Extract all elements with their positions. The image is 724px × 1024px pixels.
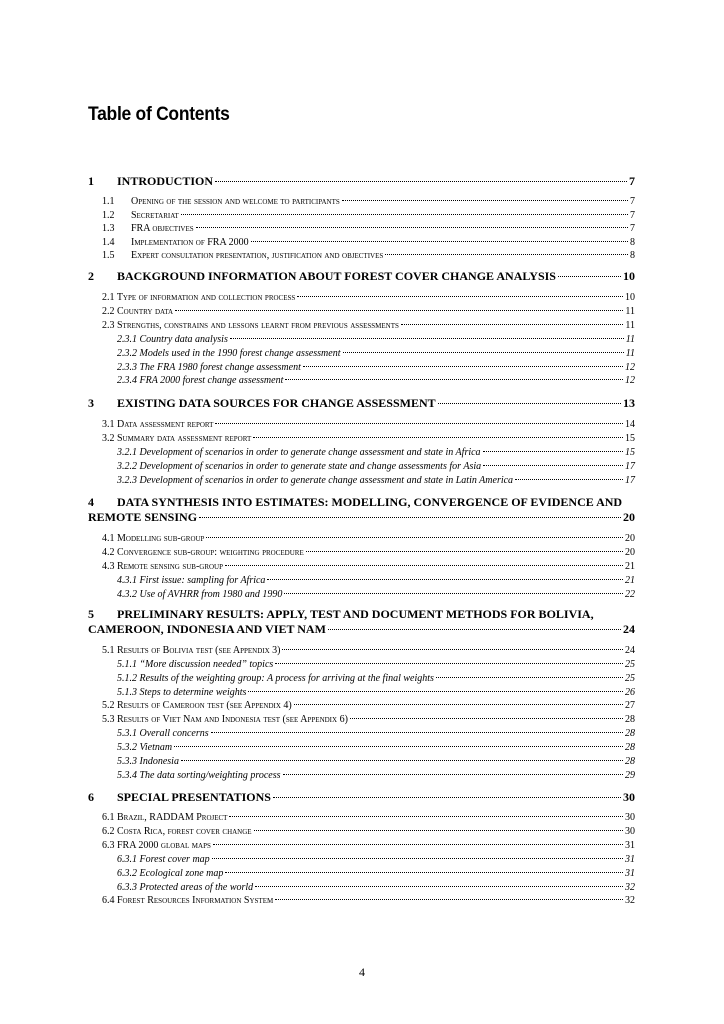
toc-entry-page: 12 xyxy=(625,362,635,373)
toc-entry-page: 7 xyxy=(629,174,635,188)
toc-entry[interactable] xyxy=(88,250,635,261)
toc-entry[interactable] xyxy=(88,210,635,221)
toc-entry-page: 28 xyxy=(625,714,635,725)
toc-entry-page: 26 xyxy=(625,687,635,698)
dot-leader xyxy=(284,593,623,594)
toc-entry-page: 28 xyxy=(625,756,635,767)
toc-entry-page: 8 xyxy=(630,237,635,248)
toc-entry-title: SPECIAL PRESENTATIONS xyxy=(117,790,271,804)
toc-entry-title: 5.2 Results of Cameroon test (see Appendix 4) xyxy=(102,700,292,711)
dot-leader xyxy=(342,200,628,201)
toc-entry-page: 11 xyxy=(625,348,635,359)
toc-entry-title: 2.3.3 The FRA 1980 forest change assessment xyxy=(117,362,301,373)
toc-entry[interactable] xyxy=(88,607,635,637)
dot-leader xyxy=(303,366,623,367)
toc-entry[interactable] xyxy=(88,659,635,670)
toc-entry-title: 2.3.2 Models used in the 1990 forest change assessment xyxy=(117,348,341,359)
dot-leader xyxy=(558,276,621,277)
toc-entry[interactable] xyxy=(88,533,635,544)
toc-entry-title: 4.2 Convergence sub-group: weighting procedure xyxy=(102,547,304,558)
toc-entry-page: 7 xyxy=(630,223,635,234)
toc-entry-number: 2 xyxy=(88,269,94,283)
dot-leader xyxy=(275,899,623,900)
toc-entry-page: 30 xyxy=(625,826,635,837)
toc-entry-page: 13 xyxy=(623,396,635,410)
dot-leader xyxy=(285,379,623,380)
toc-entry-page: 28 xyxy=(625,728,635,739)
toc-entry[interactable] xyxy=(88,196,635,207)
toc-entry-page: 20 xyxy=(625,547,635,558)
dot-leader xyxy=(213,844,623,845)
dot-leader xyxy=(196,227,628,228)
dot-leader xyxy=(254,830,623,831)
toc-entry-title: 5.1.2 Results of the weighting group: A process for arriving at the final weights xyxy=(117,673,434,684)
toc-entry-page: 20 xyxy=(625,533,635,544)
toc-entry[interactable] xyxy=(88,714,635,725)
toc-entry[interactable] xyxy=(88,770,635,781)
dot-leader xyxy=(401,324,623,325)
toc-entry-page: 21 xyxy=(625,575,635,586)
toc-entry-number: 6 xyxy=(88,790,94,804)
dot-leader xyxy=(175,310,623,311)
toc-entry-title-continued: REMOTE SENSING xyxy=(88,510,198,524)
toc-entry[interactable] xyxy=(88,895,635,906)
toc-entry[interactable] xyxy=(88,756,635,767)
toc-entry[interactable] xyxy=(88,700,635,711)
dot-leader xyxy=(174,746,623,747)
dot-leader xyxy=(282,649,623,650)
toc-entry[interactable] xyxy=(88,575,635,586)
toc-entry-title: 5.1 Results of Bolivia test (see Appendix 3) xyxy=(102,645,281,656)
toc-entry-page: 20 xyxy=(623,510,635,524)
toc-entry-page: 11 xyxy=(625,334,635,345)
dot-leader xyxy=(385,254,628,255)
toc-entry-number: 1.5 xyxy=(102,250,115,261)
dot-leader xyxy=(306,551,623,552)
toc-entry-title: 2.3.1 Country data analysis xyxy=(117,334,228,345)
toc-entry-number: 1 xyxy=(88,174,94,188)
dot-leader xyxy=(297,296,623,297)
dot-leader xyxy=(225,565,623,566)
toc-entry-title: 6.4 Forest Resources Information System xyxy=(102,895,274,906)
toc-entry[interactable] xyxy=(88,882,635,893)
toc-entry[interactable] xyxy=(88,790,635,805)
toc-entry-number: 4 xyxy=(88,495,94,509)
dot-leader xyxy=(229,816,623,817)
dot-leader xyxy=(436,677,623,678)
dot-leader xyxy=(225,872,623,873)
toc-entry[interactable] xyxy=(88,589,635,600)
toc-entry-page: 25 xyxy=(625,659,635,670)
dot-leader xyxy=(328,629,621,630)
toc-entry-title: 2.3.4 FRA 2000 forest change assessment xyxy=(117,375,284,386)
toc-entry-title: 4.3.2 Use of AVHRR from 1980 and 1990 xyxy=(117,589,283,600)
dot-leader xyxy=(253,437,623,438)
toc-entry-title: 5.3.3 Indonesia xyxy=(117,756,179,767)
toc-entry-page: 24 xyxy=(623,622,635,636)
dot-leader xyxy=(230,338,624,339)
dot-leader xyxy=(283,774,623,775)
toc-entry-page: 22 xyxy=(625,589,635,600)
toc-entry-title: 4.1 Modelling sub-group xyxy=(102,533,205,544)
toc-entry-number: 1.1 xyxy=(102,196,115,207)
toc-entry-page: 28 xyxy=(625,742,635,753)
toc-entry[interactable] xyxy=(88,334,635,345)
toc-entry[interactable] xyxy=(88,461,635,472)
dot-leader xyxy=(275,663,623,664)
toc-entry-page: 25 xyxy=(625,673,635,684)
dot-leader xyxy=(255,886,623,887)
toc-entry-title: BACKGROUND INFORMATION ABOUT FOREST COVER CHANGE ANALYSIS xyxy=(117,269,556,283)
toc-entry-page: 32 xyxy=(625,895,635,906)
toc-entry-page: 17 xyxy=(625,475,635,486)
toc-entry-title: Secretariat xyxy=(131,210,179,221)
toc-entry[interactable] xyxy=(88,362,635,373)
toc-entry-page: 15 xyxy=(625,447,635,458)
toc-entry-page: 10 xyxy=(625,292,635,303)
toc-entry[interactable] xyxy=(88,812,635,823)
toc-entry-page: 29 xyxy=(625,770,635,781)
page-number: 4 xyxy=(359,965,365,979)
toc-entry-title: FRA objectives xyxy=(131,223,194,234)
toc-entry[interactable] xyxy=(88,840,635,851)
toc-entry[interactable] xyxy=(88,237,635,248)
dot-leader xyxy=(181,214,628,215)
toc-entry-number: 3 xyxy=(88,396,94,410)
toc-entry-page: 24 xyxy=(625,645,635,656)
toc-entry[interactable] xyxy=(88,320,635,331)
toc-entry-title: 3.1 Data assessment report xyxy=(102,419,214,430)
toc-entry-number: 5 xyxy=(88,607,94,621)
toc-entry-title: PRELIMINARY RESULTS: APPLY, TEST AND DOCUMENT METHODS FOR BOLIVIA, xyxy=(117,607,594,621)
toc-entry[interactable] xyxy=(88,561,635,572)
toc-entry-number: 1.4 xyxy=(102,237,115,248)
toc-entry-title: 5.1.1 “More discussion needed” topics xyxy=(117,659,274,670)
toc-entry-title: 6.2 Costa Rica, forest cover change xyxy=(102,826,252,837)
toc-entry-page: 30 xyxy=(625,812,635,823)
dot-leader xyxy=(199,517,621,518)
dot-leader xyxy=(206,537,623,538)
toc-entry-title: INTRODUCTION xyxy=(117,174,214,188)
toc-entry-page: 14 xyxy=(625,419,635,430)
dot-leader xyxy=(181,760,623,761)
toc-entry-page: 30 xyxy=(623,790,635,804)
toc-entry[interactable] xyxy=(88,223,635,234)
toc-entry[interactable] xyxy=(88,419,635,430)
toc-entry[interactable] xyxy=(88,826,635,837)
toc-entry[interactable] xyxy=(88,868,635,879)
toc-entry-title: 5.3.2 Vietnam xyxy=(117,742,173,753)
toc-entry-title: 4.3.1 First issue: sampling for Africa xyxy=(117,575,266,586)
toc-entry-title: Expert consultation presentation, justification and objectives xyxy=(131,250,384,261)
toc-entry-title: 5.3.1 Overall concerns xyxy=(117,728,209,739)
toc-entry-title: 5.1.3 Steps to determine weights xyxy=(117,687,247,698)
dot-leader xyxy=(211,732,623,733)
toc-entry-page: 31 xyxy=(625,854,635,865)
toc-entry-page: 12 xyxy=(625,375,635,386)
toc-entry-page: 31 xyxy=(625,868,635,879)
toc-entry[interactable] xyxy=(88,673,635,684)
toc-entry-page: 10 xyxy=(623,269,635,283)
dot-leader xyxy=(438,403,621,404)
toc-entry-title: 6.3.2 Ecological zone map xyxy=(117,868,224,879)
toc-entry-title: 3.2.1 Development of scenarios in order to generate change assessment and state in Africa xyxy=(117,447,481,458)
toc-entry-title: 3.2.3 Development of scenarios in order to generate change assessment and state in Latin America xyxy=(117,475,514,486)
toc-entry[interactable] xyxy=(88,306,635,317)
toc-entry[interactable] xyxy=(88,269,635,284)
toc-entry-title: EXISTING DATA SOURCES FOR CHANGE ASSESSMENT xyxy=(117,396,436,410)
dot-leader xyxy=(215,181,627,182)
toc-entry[interactable] xyxy=(88,495,635,525)
toc-entry[interactable] xyxy=(88,645,635,656)
toc-entry-title: 6.1 Brazil, RADDAM Project xyxy=(102,812,228,823)
toc-entry-title: 5.3 Results of Viet Nam and Indonesia test (see Appendix 6) xyxy=(102,714,348,725)
page-title: Table of Contents xyxy=(88,104,230,125)
dot-leader xyxy=(212,858,623,859)
dot-leader xyxy=(251,241,628,242)
toc-entry-title: 6.3.3 Protected areas of the world xyxy=(117,882,254,893)
toc-entry[interactable] xyxy=(88,687,635,698)
toc-entry-title: 4.3 Remote sensing sub-group xyxy=(102,561,224,572)
toc-entry-title: 3.2 Summary data assessment report xyxy=(102,433,252,444)
toc-entry[interactable] xyxy=(88,375,635,386)
toc-entry-title: 6.3 FRA 2000 global maps xyxy=(102,840,211,851)
toc-entry-page: 11 xyxy=(625,306,635,317)
toc-entry[interactable] xyxy=(88,174,635,189)
toc-entry-page: 27 xyxy=(625,700,635,711)
toc-entry[interactable] xyxy=(88,433,635,444)
dot-leader xyxy=(267,579,623,580)
dot-leader xyxy=(515,479,623,480)
dot-leader xyxy=(215,423,623,424)
toc-entry[interactable] xyxy=(88,854,635,865)
toc-entry-number: 1.3 xyxy=(102,223,115,234)
toc-entry[interactable] xyxy=(88,348,635,359)
toc-entry-page: 17 xyxy=(625,461,635,472)
toc-entry-title: DATA SYNTHESIS INTO ESTIMATES: MODELLING, CONVERGENCE OF EVIDENCE AND xyxy=(117,495,623,509)
toc-entry-title: 5.3.4 The data sorting/weighting process xyxy=(117,770,281,781)
toc-entry[interactable] xyxy=(88,396,635,411)
toc-entry-page: 15 xyxy=(625,433,635,444)
toc-entry[interactable] xyxy=(88,728,635,739)
dot-leader xyxy=(294,704,623,705)
toc-entry[interactable] xyxy=(88,292,635,303)
toc-entry-title: 6.3.1 Forest cover map xyxy=(117,854,210,865)
toc-entry-page: 21 xyxy=(625,561,635,572)
toc-entry[interactable] xyxy=(88,547,635,558)
dot-leader xyxy=(483,451,623,452)
toc-entry-title: Implementation of FRA 2000 xyxy=(131,237,249,248)
toc-entry-title-continued: CAMEROON, INDONESIA AND VIET NAM xyxy=(88,622,326,636)
toc-entry-title: 2.2 Country data xyxy=(102,306,174,317)
toc-entry-page: 31 xyxy=(625,840,635,851)
toc-entry-page: 8 xyxy=(630,250,635,261)
dot-leader xyxy=(248,691,623,692)
toc-entry[interactable] xyxy=(88,475,635,486)
toc-entry-number: 1.2 xyxy=(102,210,115,221)
dot-leader xyxy=(273,797,621,798)
dot-leader xyxy=(350,718,623,719)
toc-entry[interactable] xyxy=(88,742,635,753)
toc-entry-title: 3.2.2 Development of scenarios in order to generate state and change assessments for Asia xyxy=(117,461,482,472)
toc-entry-page: 11 xyxy=(625,320,635,331)
toc-entry[interactable] xyxy=(88,447,635,458)
dot-leader xyxy=(343,352,624,353)
toc-entry-page: 7 xyxy=(630,210,635,221)
dot-leader xyxy=(483,465,623,466)
toc-entry-title: 2.3 Strengths, constrains and lessons learnt from previous assessments xyxy=(102,320,399,331)
toc-entry-page: 7 xyxy=(630,196,635,207)
toc-entry-title: 2.1 Type of information and collection process xyxy=(102,292,296,303)
toc-entry-page: 32 xyxy=(625,882,635,893)
toc-entry-title: Opening of the session and welcome to participants xyxy=(131,196,340,207)
